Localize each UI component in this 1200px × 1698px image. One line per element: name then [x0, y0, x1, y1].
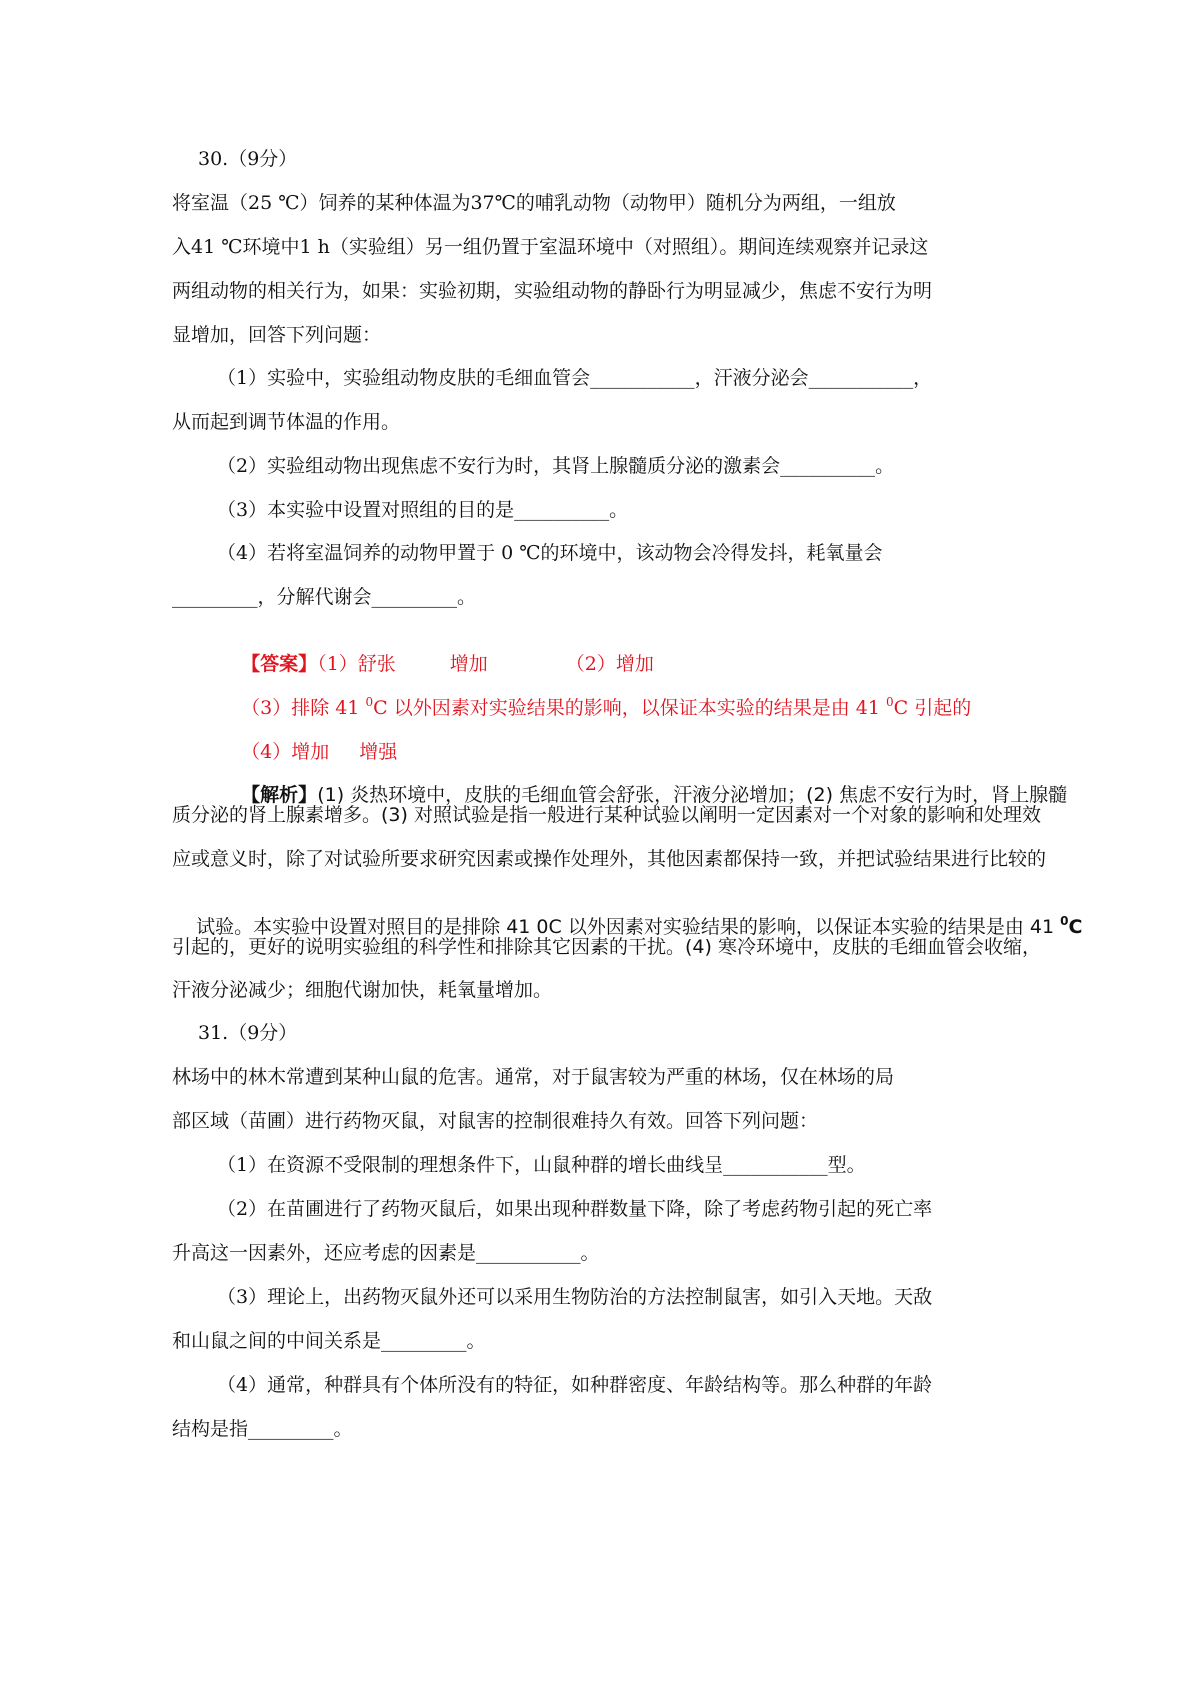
q30-part-4-cont: _________，分解代谢会_________。 — [172, 586, 477, 608]
answer-tag: 【答案】 — [241, 653, 318, 675]
q30-part-1-cont: 从而起到调节体温的作用。 — [172, 411, 401, 433]
answer-4b: 增强 — [359, 741, 398, 763]
q31-part-4-cont: 结构是指_________。 — [172, 1418, 353, 1440]
answer-3-part: C 引起的 — [893, 697, 972, 719]
analysis-line-5: 引起的，更好的说明实验组的科学性和排除其它因素的干扰。(4) 寒冷环境中，皮肤的毛细血管会收缩， — [172, 936, 1041, 958]
answer-1b: 增加 — [449, 653, 488, 675]
analysis-line-2: 质分泌的肾上腺素增多。(3) 对照试验是指一般进行某种试验以阐明一定因素对一个对象的影响和处理效 — [172, 804, 1041, 826]
answer-3-part: （3）排除 41 — [241, 697, 366, 719]
q30-stem-line: 显增加，回答下列问题： — [172, 324, 382, 346]
q31-part-3: （3）理论上，出药物灭鼠外还可以采用生物防治的方法控制鼠害，如引入天地。天敌 — [217, 1286, 933, 1308]
q30-stem-line: 入41 ℃环境中1 h（实验组）另一组仍置于室温环境中（对照组）。期间连续观察并记录这 — [172, 236, 929, 258]
analysis-text: C — [1068, 916, 1083, 938]
q31-part-1: （1）在资源不受限制的理想条件下，山鼠种群的增长曲线呈___________型。 — [217, 1154, 866, 1176]
answer-3-part: C 以外因素对实验结果的影响，以保证本实验的结果是由 41 — [373, 697, 887, 719]
q31-stem-line: 部区域（苗圃）进行药物灭鼠，对鼠害的控制很难持久有效。回答下列问题： — [172, 1110, 819, 1132]
analysis-tag: 【解析】 — [241, 784, 318, 806]
q30-part-1: （1）实验中，实验组动物皮肤的毛细血管会___________，汗液分泌会___________， — [217, 367, 933, 389]
answer-3-sup: 0 — [365, 695, 374, 709]
q31-heading: 31.（9分） — [198, 1022, 298, 1044]
analysis-text: (1) 炎热环境中，皮肤的毛细血管会舒张，汗液分泌增加；(2) 焦虑不安行为时，肾上腺髓 — [317, 784, 1068, 806]
q30-part-3: （3）本实验中设置对照组的目的是__________。 — [217, 499, 629, 521]
analysis-line-3: 应或意义时，除了对试验所要求研究因素或操作处理外，其他因素都保持一致，并把试验结果进行比较的 — [172, 848, 1047, 870]
analysis-text: 试验。本实验中设置对照目的是排除 41 0C 以外因素对实验结果的影响，以保证本实验的结果是由 41 — [196, 916, 1061, 938]
answer-2: （2）增加 — [565, 653, 654, 675]
q31-part-3-cont: 和山鼠之间的中间关系是_________。 — [172, 1330, 486, 1352]
q30-stem-line: 将室温（25 ℃）饲养的某种体温为37℃的哺乳动物（动物甲）随机分为两组，一组放 — [172, 192, 896, 214]
q30-heading: 30.（9分） — [198, 148, 298, 170]
q30-stem-line: 两组动物的相关行为，如果：实验初期，实验组动物的静卧行为明显减少，焦虑不安行为明 — [172, 280, 933, 302]
q31-part-2: （2）在苗圃进行了药物灭鼠后，如果出现种群数量下降，除了考虑药物引起的死亡率 — [217, 1198, 933, 1220]
answer-3-sup: 0 — [886, 695, 894, 709]
answer-1: （1）舒张 — [317, 653, 396, 675]
q31-part-4: （4）通常，种群具有个体所没有的特征，如种群密度、年龄结构等。那么种群的年龄 — [217, 1374, 933, 1396]
answer-4: （4）增加 — [241, 741, 330, 763]
q31-part-2-cont: 升高这一因素外，还应考虑的因素是___________。 — [172, 1242, 600, 1264]
analysis-sup: 0 — [1060, 914, 1069, 928]
q30-part-2: （2）实验组动物出现焦虑不安行为时，其肾上腺髓质分泌的激素会__________。 — [217, 455, 895, 477]
q30-part-4: （4）若将室温饲养的动物甲置于 0 ℃的环境中，该动物会冷得发抖，耗氧量会 — [217, 542, 883, 564]
analysis-line-6: 汗液分泌减少；细胞代谢加快，耗氧量增加。 — [172, 979, 553, 1001]
q31-stem-line: 林场中的林木常遭到某种山鼠的危害。通常，对于鼠害较为严重的林场，仅在林场的局 — [172, 1066, 895, 1088]
